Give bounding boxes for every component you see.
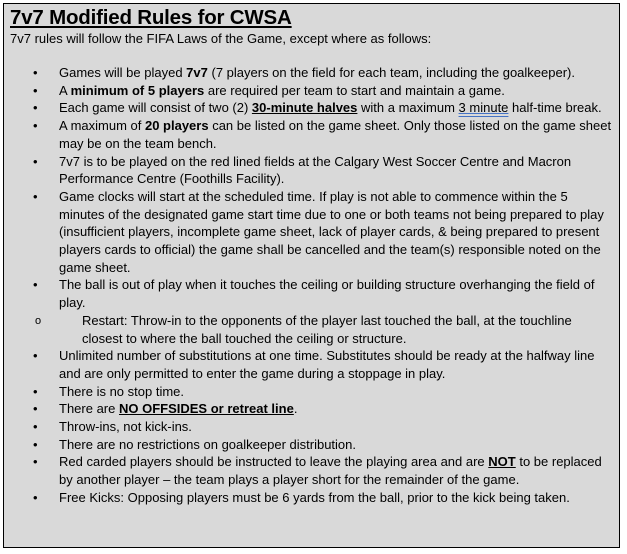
list-item: • Free Kicks: Opposing players must be 6 yards from the ball, prior to the kick being taken. xyxy=(33,489,570,505)
list-item: • The ball is out of play when it touches the ceiling or building structure overhanging the field of play. xyxy=(33,277,595,311)
list-item: • A minimum of 5 players are required per team to start and maintain a game. xyxy=(33,82,505,98)
bullet-icon: • xyxy=(33,401,38,417)
rules-list xyxy=(10,64,613,507)
rules-document xyxy=(3,3,620,548)
list-item: • Unlimited number of substitutions at one time. Substitutes should be ready at the halfway line and are only permitted to enter the game during a stoppage in play. xyxy=(33,348,595,381)
bullet-icon: • xyxy=(33,383,38,399)
document-title: 7v7 Modified Rules for CWSA xyxy=(10,6,292,29)
list-item: • A maximum of 20 players can be listed on the game sheet. Only those listed on the game sheet may be on the team bench. xyxy=(33,118,612,151)
bullet-icon: • xyxy=(33,65,38,80)
bullet-icon: • xyxy=(33,100,38,116)
sub-bullet-icon: o xyxy=(35,314,42,327)
bullet-icon: • xyxy=(33,348,38,364)
list-item: • There are NO OFFSIDES or retreat line. xyxy=(33,401,298,417)
list-item: • Throw-ins, not kick-ins. xyxy=(33,419,192,435)
list-item: • Game clocks will start at the scheduled time. If play is not able to commence within the 5 minutes of the designated game start time due to one or both teams not being prepared to play (insufficient players, incomplete game sheet, lack of player cards, & being prepared to present players cards to official) the game shall be cancelled and the team(s) responsible noted on the game sheet. xyxy=(33,188,604,275)
bullet-icon: • xyxy=(33,118,38,134)
list-item: • Red carded players should be instructed to leave the playing area and are NOT to be replaced by another player – the team plays a player short for the remainder of the game. xyxy=(33,454,602,488)
sub-list-item: o Restart: Throw-in to the opponents of the player last touched the ball, at the touchline closest to where the ball touched the ceiling or structure. xyxy=(35,312,572,346)
list-item: • 7v7 is to be played on the red lined fields at the Calgary West Soccer Centre and Macron Performance Centre (Foothills Facility). xyxy=(33,153,572,187)
bullet-icon: • xyxy=(33,153,38,169)
bullet-icon: • xyxy=(33,454,38,470)
list-item: • Games will be played 7v7 (7 players on the field for each team, including the goalkeeper). xyxy=(33,65,575,80)
bullet-icon: • xyxy=(33,489,38,505)
intro-text: 7v7 rules will follow the FIFA Laws of the Game, except where as follows: xyxy=(10,31,432,46)
list-item: • There are no restrictions on goalkeeper distribution. xyxy=(33,436,356,452)
bullet-icon: • xyxy=(33,436,38,452)
bullet-icon: • xyxy=(33,82,38,98)
list-item: • Each game will consist of two (2) 30-minute halves with a maximum 3 minute half-time break. xyxy=(33,100,602,116)
bullet-icon: • xyxy=(33,188,38,204)
bullet-icon: • xyxy=(33,277,38,293)
bullet-icon: • xyxy=(33,419,38,435)
list-item: • There is no stop time. xyxy=(33,383,184,399)
